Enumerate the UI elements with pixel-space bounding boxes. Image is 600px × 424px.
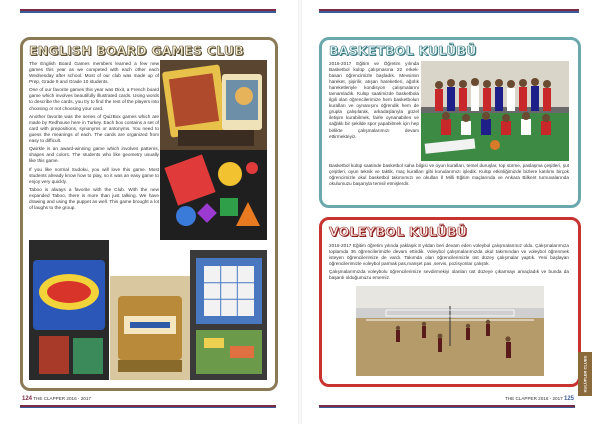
volleyball-court-photo <box>356 286 544 376</box>
basketball-club-text: 2016-2017 Eğitim ve Öğretim yılında Basketbol kulüp çalışmasına 22 erkek-basan öğrencimizle başladık. Mevsimin hareket, şişirilir, atışan hareketleri, ağırlık hareketleriyle kondisyon çalışmalarını tamamladık. Kulüp saatimizde basketbola ilgili olan öğrencilerimize hem basketbolun kuralları ve oynanışını öğrendik hem de grupla çalışılarak, arkadaşlarıyla güzel iletişim kurabilmek, fairle oynanabilen ve sağlıklı bir şekilde spor yapabilmek için hep birlikte çalışmalarımızı devam ettirmekteyiz. <box>329 61 419 139</box>
right-top-stripe <box>319 9 579 13</box>
right-page-number: 125 <box>563 396 574 402</box>
volleyball-club-text <box>329 243 569 284</box>
english-paragraph: The English Board Games members learned a few new games this year as we competed with each other each Wednesday after school. Most of our club was made up of Prep, Grade 9 and Grade 10 students. <box>29 61 159 85</box>
left-footer-text: THE CLAPPER 2016 - 2017 <box>33 396 91 401</box>
taboo-game-photo <box>29 240 109 380</box>
english-paragraph: One of our favorite games this year was Dixit, a French board game which involves beautifully illustrated cards. Using words to describe the cards, you try to find the rest of the players into choosing or not choosing your card. <box>29 87 159 111</box>
left-footer <box>22 396 91 402</box>
left-bottom-stripe <box>20 405 276 408</box>
english-paragraph: Qwirkle is an award-winning game which involves patterns, shapes and colors. The students who like geometry usually like this game. <box>29 146 159 164</box>
basketball-club-title: BASKETBOL KULÜBÜ <box>329 43 477 58</box>
dixit-game-photo <box>160 60 267 150</box>
volleyball-paragraph: 2016-2017 Eğitim öğretim yılında yaklaşık 8 yıldan beri devam eden voleybol çalışmalarımız oldu. Çalışmalarımıza toplamda 36 öğrencilerimizle devam ettirdik. Voleybol çalışmalarımızda okul takımından ve voleybol öğrenmek isteyen öğrencilerimize de vardı. Takımda olan öğrencilerimizle üst düzey çalışmalar yaptık. Yeni başlayan öğrencilerimizle voleybol parmak pas,manşet pas ,servis, pozisyonlar çalıştık. <box>329 243 569 267</box>
right-footer <box>505 396 574 402</box>
volleyball-paragraph: Çalışmalarımızda voleybolu öğrencilerimize sevdirmekiyi olanları üst düzeye çıkarmayı amaçladık ve bunda da başarılı olduğumuzu ememiz. <box>329 269 569 281</box>
right-footer-text: THE CLAPPER 2016 - 2017 <box>504 396 563 401</box>
left-top-stripe <box>20 9 276 13</box>
volleyball-club-title: VOLEYBOL KULÜBÜ <box>329 224 468 239</box>
right-bottom-stripe <box>319 405 575 408</box>
english-club-text <box>29 61 159 213</box>
left-page-number: 124 <box>22 396 33 402</box>
basketball-club-text-wide: Basketbol kulüp saatinde basketbol saha bilgisi ve oyun kuralları, temel duruşlar, top sürme, paslaşma çeşitleri, şut çeşitleri, oyun teknik ve taktik, maç kuralları gibi konularımızı işledik. Kulüp etkinliğimizde bizlere katılımı birçok öğrencimizle okul basketbol takımımızı ve okulları İl Milli Eğitim maçlarında ve Ankara Bilkent turnuvalarında okulumuzu başarıyla temsil etmişlerdir. <box>329 163 569 187</box>
english-club-title: ENGLISH BOARD GAMES CLUB <box>29 43 244 58</box>
quizbox-game-photo <box>110 276 190 380</box>
basketball-team-photo <box>421 61 569 161</box>
page-gutter <box>298 0 302 424</box>
qwirkle-game-photo <box>160 150 267 240</box>
sudoku-game-photo <box>190 250 267 380</box>
english-paragraph: If you like normal Sudoku, you will love this game. Most students already know how to play, so it was an easy game to enjoy very quickly. <box>29 166 159 184</box>
english-paragraph: Taboo is always a favorite with the Club. With the new expanded Taboo, there is more than just talking. We have drawing and using the puppet as well. This game brought a lot of laughs to the group. <box>29 186 159 210</box>
english-paragraph: Another favorite was the series of QuizBox games which are made by Redhouse here in Turkey. Each box contains a set of card with prepositions, synonyms or antonyms. You need to guess the meanings of each. The cards are organized from easy to difficult. <box>29 113 159 143</box>
section-side-tab <box>578 352 592 396</box>
side-tab-label: KULÜPLER CLUBS <box>582 355 588 393</box>
